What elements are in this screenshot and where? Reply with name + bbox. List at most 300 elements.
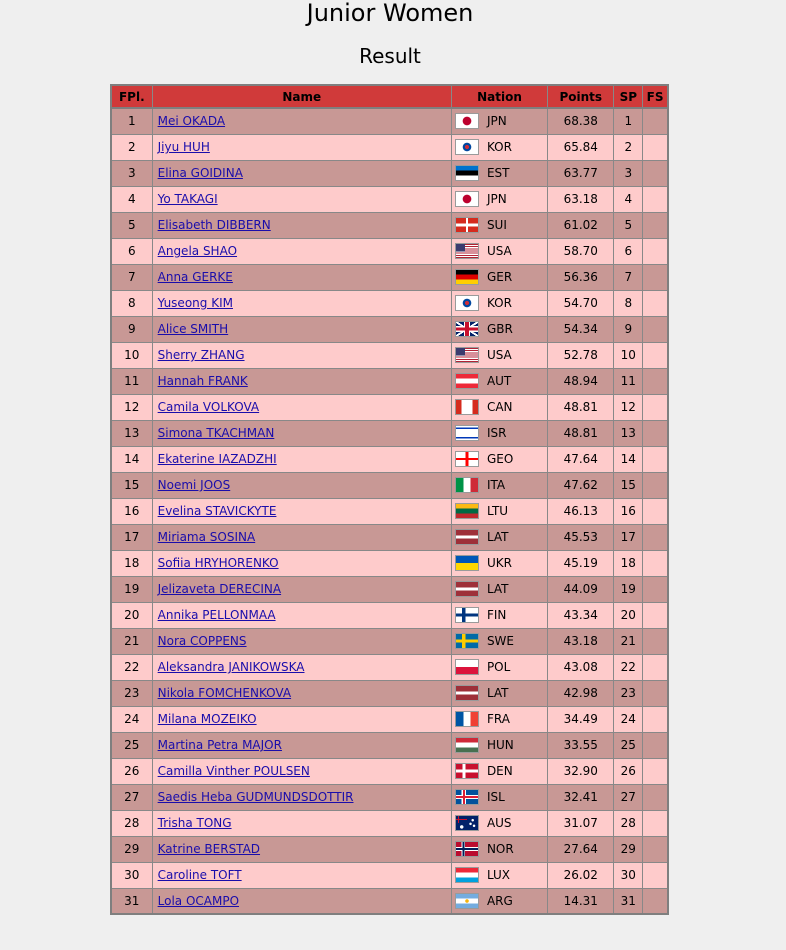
nation-code: KOR (486, 140, 512, 154)
placement-cell: 8 (111, 290, 152, 316)
name-cell (152, 524, 451, 550)
sp-cell: 3 (614, 160, 643, 186)
ukr-flag-icon (455, 555, 479, 571)
name-cell (152, 628, 451, 654)
nation-cell (451, 628, 547, 654)
table-body (111, 108, 668, 914)
points-cell: 68.38 (548, 108, 614, 134)
nation-code: ISR (486, 426, 507, 440)
name-cell (152, 160, 451, 186)
nation-cell (451, 784, 547, 810)
sp-cell: 10 (614, 342, 643, 368)
skater-name-link[interactable]: Angela SHAO (157, 244, 238, 258)
table-row (111, 888, 668, 914)
nation-cell (451, 810, 547, 836)
points-cell: 52.78 (548, 342, 614, 368)
table-row (111, 394, 668, 420)
name-cell (152, 576, 451, 602)
points-cell: 33.55 (548, 732, 614, 758)
table-header-row (111, 85, 668, 108)
fin-flag-icon (455, 607, 479, 623)
name-cell (152, 862, 451, 888)
kor-flag-icon (455, 139, 479, 155)
skater-name-link[interactable]: Yuseong KIM (157, 296, 233, 310)
gbr-flag-icon (455, 321, 479, 337)
fs-cell (643, 628, 668, 654)
table-row (111, 550, 668, 576)
nation-cell (451, 680, 547, 706)
fs-cell (643, 706, 668, 732)
nation-code: GBR (486, 322, 513, 336)
points-cell: 43.08 (548, 654, 614, 680)
nation-cell (451, 446, 547, 472)
usa-flag-icon (455, 243, 479, 259)
den-flag-icon (455, 763, 479, 779)
sp-cell: 5 (614, 212, 643, 238)
nation-cell (451, 576, 547, 602)
name-cell (152, 238, 451, 264)
skater-name-link[interactable]: Miriama SOSINA (157, 530, 256, 544)
sp-cell: 18 (614, 550, 643, 576)
sp-cell: 12 (614, 394, 643, 420)
placement-cell: 28 (111, 810, 152, 836)
nation-code: HUN (486, 738, 514, 752)
nation-cell (451, 888, 547, 914)
nation-code: KOR (486, 296, 512, 310)
page-subtitle: Result (359, 44, 421, 68)
nation-code: DEN (486, 764, 513, 778)
placement-cell: 9 (111, 316, 152, 342)
table-row (111, 862, 668, 888)
sp-cell: 11 (614, 368, 643, 394)
skater-name-link[interactable]: Trisha TONG (157, 816, 232, 830)
points-cell: 58.70 (548, 238, 614, 264)
sp-cell: 20 (614, 602, 643, 628)
points-cell: 45.53 (548, 524, 614, 550)
nor-flag-icon (455, 841, 479, 857)
placement-cell: 19 (111, 576, 152, 602)
skater-name-link[interactable]: Sofiia HRYHORENKO (157, 556, 279, 570)
points-cell: 65.84 (548, 134, 614, 160)
skater-name-link[interactable]: Mei OKADA (157, 114, 226, 129)
name-cell (152, 758, 451, 784)
sp-cell: 22 (614, 654, 643, 680)
placement-cell: 18 (111, 550, 152, 576)
est-flag-icon (455, 165, 479, 181)
nation-cell (451, 836, 547, 862)
table-row (111, 368, 668, 394)
points-cell: 47.64 (548, 446, 614, 472)
fs-cell (643, 680, 668, 706)
table-row (111, 342, 668, 368)
sp-cell: 16 (614, 498, 643, 524)
points-cell: 48.81 (548, 420, 614, 446)
placement-cell: 27 (111, 784, 152, 810)
header-name: Name (152, 85, 451, 108)
placement-cell: 16 (111, 498, 152, 524)
fs-cell (643, 654, 668, 680)
skater-name-link[interactable]: Katrine BERSTAD (157, 842, 261, 856)
nation-code: FRA (486, 712, 510, 726)
table-row (111, 498, 668, 524)
points-cell: 27.64 (548, 836, 614, 862)
sp-cell: 6 (614, 238, 643, 264)
points-cell: 48.81 (548, 394, 614, 420)
skater-name-link[interactable]: Elina GOIDINA (157, 166, 243, 180)
header-nation: Nation (451, 85, 547, 108)
sp-cell: 19 (614, 576, 643, 602)
nation-cell (451, 368, 547, 394)
nation-code: JPN (486, 192, 507, 206)
table-row (111, 758, 668, 784)
points-cell: 63.18 (548, 186, 614, 212)
nation-code: JPN (486, 114, 507, 129)
sp-cell: 13 (614, 420, 643, 446)
nation-cell (451, 342, 547, 368)
table-row (111, 472, 668, 498)
sp-cell: 7 (614, 264, 643, 290)
nation-code: AUS (486, 816, 512, 830)
sp-cell: 26 (614, 758, 643, 784)
fs-cell (643, 368, 668, 394)
name-cell (152, 680, 451, 706)
fs-cell (643, 862, 668, 888)
skater-name-link[interactable]: Milana MOZEIKO (157, 712, 257, 726)
name-cell (152, 264, 451, 290)
fs-cell (643, 810, 668, 836)
table-row (111, 238, 668, 264)
points-cell: 43.18 (548, 628, 614, 654)
placement-cell: 25 (111, 732, 152, 758)
sp-cell: 17 (614, 524, 643, 550)
nation-cell (451, 134, 547, 160)
skater-name-link[interactable]: Camila VOLKOVA (157, 400, 260, 414)
fs-cell (643, 108, 668, 134)
placement-cell: 15 (111, 472, 152, 498)
points-cell: 43.34 (548, 602, 614, 628)
nation-cell (451, 238, 547, 264)
nation-code: GER (486, 270, 513, 284)
name-cell (152, 212, 451, 238)
placement-cell: 30 (111, 862, 152, 888)
name-cell (152, 472, 451, 498)
table-row (111, 134, 668, 160)
placement-cell: 6 (111, 238, 152, 264)
points-cell: 46.13 (548, 498, 614, 524)
points-cell: 31.07 (548, 810, 614, 836)
aus-flag-icon (455, 815, 479, 831)
name-cell (152, 316, 451, 342)
table-row (111, 212, 668, 238)
table-row (111, 290, 668, 316)
placement-cell: 5 (111, 212, 152, 238)
table-row (111, 316, 668, 342)
skater-name-link[interactable]: Camilla Vinther POULSEN (157, 764, 310, 778)
nation-cell (451, 550, 547, 576)
skater-name-link[interactable]: Aleksandra JANIKOWSKA (157, 660, 305, 674)
skater-name-link[interactable]: Annika PELLONMAA (157, 608, 276, 622)
swe-flag-icon (455, 633, 479, 649)
name-cell (152, 394, 451, 420)
name-cell (152, 784, 451, 810)
points-cell: 48.94 (548, 368, 614, 394)
fra-flag-icon (455, 711, 479, 727)
nation-cell (451, 264, 547, 290)
skater-name-link[interactable]: Elisabeth DIBBERN (157, 218, 271, 232)
usa-flag-icon (455, 347, 479, 363)
fs-cell (643, 836, 668, 862)
nation-cell (451, 498, 547, 524)
results-table (110, 84, 669, 915)
points-cell: 32.90 (548, 758, 614, 784)
nation-cell (451, 862, 547, 888)
name-cell (152, 888, 451, 914)
nation-code: LTU (486, 504, 509, 518)
sp-cell: 24 (614, 706, 643, 732)
sp-cell: 29 (614, 836, 643, 862)
placement-cell: 3 (111, 160, 152, 186)
nation-code: CAN (486, 400, 513, 414)
sp-cell: 8 (614, 290, 643, 316)
ita-flag-icon (455, 477, 479, 493)
name-cell (152, 654, 451, 680)
sui-flag-icon (455, 217, 479, 233)
table-row (111, 836, 668, 862)
skater-name-link[interactable]: Hannah FRANK (157, 374, 248, 388)
sp-cell: 30 (614, 862, 643, 888)
table-row (111, 160, 668, 186)
geo-flag-icon (455, 451, 479, 467)
table-row (111, 420, 668, 446)
name-cell (152, 836, 451, 862)
sp-cell: 1 (614, 108, 643, 134)
placement-cell: 26 (111, 758, 152, 784)
name-cell (152, 420, 451, 446)
header-sp: SP (614, 85, 643, 108)
table-row (111, 706, 668, 732)
isr-flag-icon (455, 425, 479, 441)
placement-cell: 10 (111, 342, 152, 368)
points-cell: 54.70 (548, 290, 614, 316)
fs-cell (643, 784, 668, 810)
fs-cell (643, 212, 668, 238)
jpn-flag-icon (455, 191, 479, 207)
placement-cell: 12 (111, 394, 152, 420)
skater-name-link[interactable]: Lola OCAMPO (157, 893, 240, 908)
nation-cell (451, 316, 547, 342)
placement-cell: 24 (111, 706, 152, 732)
placement-cell: 13 (111, 420, 152, 446)
nation-cell (451, 758, 547, 784)
sp-cell: 21 (614, 628, 643, 654)
skater-name-link[interactable]: Noemi JOOS (157, 478, 231, 492)
hun-flag-icon (455, 737, 479, 753)
table-row (111, 628, 668, 654)
fs-cell (643, 888, 668, 914)
name-cell (152, 342, 451, 368)
placement-cell: 29 (111, 836, 152, 862)
points-cell: 14.31 (548, 888, 614, 914)
skater-name-link[interactable]: Yo TAKAGI (157, 192, 218, 206)
table-row (111, 446, 668, 472)
skater-name-link[interactable]: Simona TKACHMAN (157, 426, 275, 440)
fs-cell (643, 394, 668, 420)
sp-cell: 27 (614, 784, 643, 810)
table-row (111, 186, 668, 212)
nation-cell (451, 420, 547, 446)
fs-cell (643, 602, 668, 628)
points-cell: 54.34 (548, 316, 614, 342)
sp-cell: 25 (614, 732, 643, 758)
nation-cell (451, 290, 547, 316)
fs-cell (643, 446, 668, 472)
arg-flag-icon (455, 893, 479, 909)
fs-cell (643, 524, 668, 550)
sp-cell: 15 (614, 472, 643, 498)
fs-cell (643, 472, 668, 498)
nation-cell (451, 654, 547, 680)
fs-cell (643, 290, 668, 316)
skater-name-link[interactable]: Saedis Heba GUDMUNDSDOTTIR (157, 790, 354, 804)
fs-cell (643, 238, 668, 264)
nation-code: SUI (486, 218, 507, 232)
name-cell (152, 446, 451, 472)
points-cell: 26.02 (548, 862, 614, 888)
nation-code: NOR (486, 842, 514, 856)
skater-name-link[interactable]: Sherry ZHANG (157, 348, 245, 362)
nation-code: USA (486, 348, 512, 362)
skater-name-link[interactable]: Caroline TOFT (157, 868, 242, 882)
points-cell: 47.62 (548, 472, 614, 498)
skater-name-link[interactable]: Nikola FOMCHENKOVA (157, 686, 292, 700)
skater-name-link[interactable]: Jelizaveta DERECINA (157, 582, 282, 596)
placement-cell: 7 (111, 264, 152, 290)
nation-cell (451, 472, 547, 498)
name-cell (152, 186, 451, 212)
sp-cell: 9 (614, 316, 643, 342)
sp-cell: 23 (614, 680, 643, 706)
placement-cell: 23 (111, 680, 152, 706)
nation-code: UKR (486, 556, 512, 570)
table-row (111, 732, 668, 758)
jpn-flag-icon (455, 113, 479, 129)
table-row (111, 784, 668, 810)
skater-name-link[interactable]: Nora COPPENS (157, 634, 247, 648)
nation-cell (451, 212, 547, 238)
points-cell: 32.41 (548, 784, 614, 810)
fs-cell (643, 732, 668, 758)
skater-name-link[interactable]: Martina Petra MAJOR (157, 738, 282, 752)
placement-cell: 22 (111, 654, 152, 680)
nation-cell (451, 706, 547, 732)
skater-name-link[interactable]: Anna GERKE (157, 270, 233, 284)
header-points: Points (548, 85, 614, 108)
kor-flag-icon (455, 295, 479, 311)
nation-code: FIN (486, 608, 507, 622)
sp-cell: 2 (614, 134, 643, 160)
nation-cell (451, 602, 547, 628)
fs-cell (643, 758, 668, 784)
name-cell (152, 810, 451, 836)
fs-cell (643, 264, 668, 290)
table-row (111, 264, 668, 290)
aut-flag-icon (455, 373, 479, 389)
table-row (111, 602, 668, 628)
name-cell (152, 706, 451, 732)
points-cell: 45.19 (548, 550, 614, 576)
table-row (111, 654, 668, 680)
nation-cell (451, 524, 547, 550)
skater-name-link[interactable]: Alice SMITH (157, 322, 229, 336)
name-cell (152, 498, 451, 524)
nation-cell (451, 186, 547, 212)
isl-flag-icon (455, 789, 479, 805)
header-fpl: FPl. (111, 85, 152, 108)
nation-code: LUX (486, 868, 511, 882)
header-fs: FS (643, 85, 668, 108)
nation-code: AUT (486, 374, 512, 388)
fs-cell (643, 134, 668, 160)
nation-code: LAT (486, 686, 509, 700)
placement-cell: 11 (111, 368, 152, 394)
nation-code: ISL (486, 790, 505, 804)
table-row (111, 524, 668, 550)
table-row (111, 680, 668, 706)
name-cell (152, 368, 451, 394)
placement-cell: 31 (111, 888, 152, 914)
placement-cell: 1 (111, 108, 152, 134)
table-row (111, 576, 668, 602)
name-cell (152, 134, 451, 160)
nation-code: LAT (486, 582, 509, 596)
skater-name-link[interactable]: Ekaterine IAZADZHI (157, 452, 277, 466)
placement-cell: 2 (111, 134, 152, 160)
ltu-flag-icon (455, 503, 479, 519)
fs-cell (643, 550, 668, 576)
placement-cell: 17 (111, 524, 152, 550)
skater-name-link[interactable]: Evelina STAVICKYTE (157, 504, 277, 518)
name-cell (152, 108, 451, 134)
sp-cell: 31 (614, 888, 643, 914)
fs-cell (643, 498, 668, 524)
placement-cell: 14 (111, 446, 152, 472)
fs-cell (643, 576, 668, 602)
placement-cell: 4 (111, 186, 152, 212)
nation-code: POL (486, 660, 511, 674)
points-cell: 56.36 (548, 264, 614, 290)
points-cell: 63.77 (548, 160, 614, 186)
page-title: Junior Women (306, 0, 474, 27)
points-cell: 61.02 (548, 212, 614, 238)
nation-cell (451, 732, 547, 758)
nation-code: SWE (486, 634, 515, 648)
can-flag-icon (455, 399, 479, 415)
placement-cell: 21 (111, 628, 152, 654)
points-cell: 44.09 (548, 576, 614, 602)
table-row (111, 810, 668, 836)
sp-cell: 28 (614, 810, 643, 836)
nation-cell (451, 108, 547, 134)
name-cell (152, 550, 451, 576)
skater-name-link[interactable]: Jiyu HUH (157, 140, 210, 154)
lux-flag-icon (455, 867, 479, 883)
table-row (111, 108, 668, 134)
nation-code: USA (486, 244, 512, 258)
points-cell: 42.98 (548, 680, 614, 706)
fs-cell (643, 186, 668, 212)
name-cell (152, 290, 451, 316)
name-cell (152, 602, 451, 628)
